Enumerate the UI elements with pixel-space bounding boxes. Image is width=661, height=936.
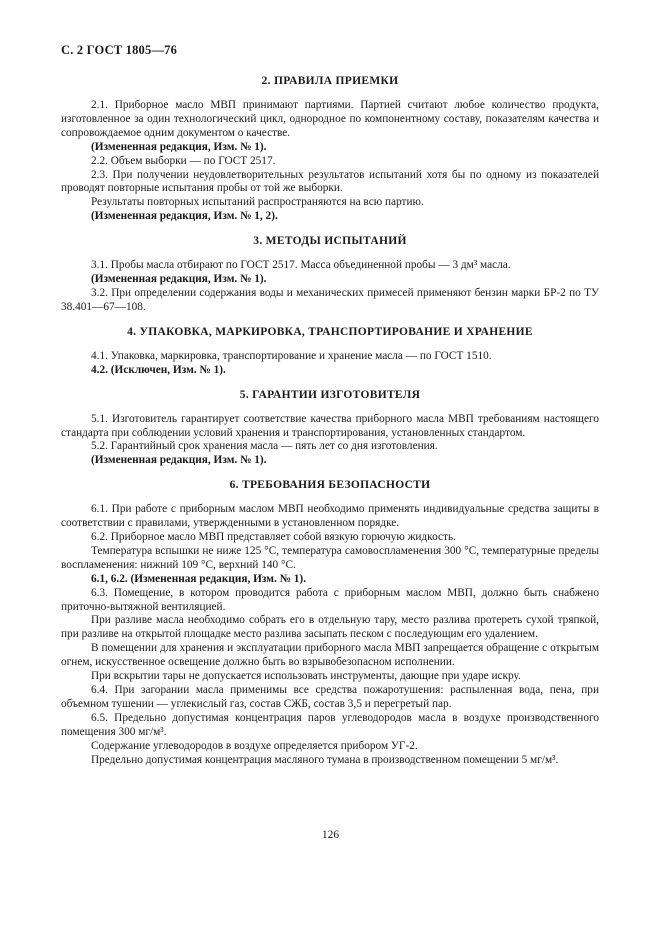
paragraph: 4.1. Упаковка, маркировка, транспортирование и хранение масла — по ГОСТ 1510.: [91, 349, 492, 362]
paragraph: 2.2. Объем выборки — по ГОСТ 2517.: [91, 154, 276, 167]
paragraph: 6.3. Помещение, в котором проводится работа с приборным маслом МВП, должно быть снабжено приточно-вытяжной вентиляцией.: [61, 586, 599, 613]
section-title-test-methods: 3. МЕТОДЫ ИСПЫТАНИЙ: [253, 235, 407, 248]
paragraph: 5.1. Изготовитель гарантирует соответствие качества приборного масла МВП требованиям настоящего стандарта при соблюдении условий хранения и транспортирования, установленных стандартом.: [61, 412, 599, 439]
paragraph: 3.1. Пробы масла отбирают по ГОСТ 2517. Масса объединенной пробы — 3 дм³ масла.: [91, 259, 511, 272]
amendment-note: (Измененная редакция, Изм. № 1, 2).: [91, 210, 278, 223]
amendment-note: 6.1, 6.2. (Измененная редакция, Изм. № 1).: [91, 572, 307, 585]
excluded-note: 4.2. (Исключен, Изм. № 1).: [91, 363, 226, 376]
paragraph: При разливе масла необходимо собрать его в отдельную тару, место разлива протереть сухой тряпкой, при разливе на открытой площадке место разлива засыпать песком с последующим его удалением.: [61, 614, 599, 641]
paragraph: 3.2. При определении содержания воды и механических примесей применяют бензин марки БР-2 по ТУ 38.401—67—108.: [61, 286, 599, 313]
paragraph: 6.5. Предельно допустимая концентрация паров углеводородов масла в воздухе производственного помещения 300 мг/м³.: [61, 711, 599, 738]
paragraph: Результаты повторных испытаний распространяются на всю партию.: [91, 196, 424, 209]
paragraph: В помещении для хранения и эксплуатации приборного масла МВП запрещается обращение с открытым огнем, искусственное освещение должно быть во взрывобезопасном исполнении.: [61, 642, 599, 669]
paragraph: Температура вспышки не ниже 125 °С, температура самовоспламенения 300 °С, температурные пределы воспламенения: нижний 109 °С, верхний 140 °С.: [61, 544, 599, 571]
section-title-safety: 6. ТРЕБОВАНИЯ БЕЗОПАСНОСТИ: [229, 479, 431, 492]
section-title-acceptance: 2. ПРАВИЛА ПРИЕМКИ: [261, 75, 399, 87]
paragraph: 2.1. Приборное масло МВП принимают партиями. Партией считают любое количество продукта, изготовленное за один технологический цикл, однородное по компонентному составу, показателям качества и сопровождаемое одним документом о качестве.: [61, 99, 599, 139]
amendment-note: (Измененная редакция, Изм. № 1).: [91, 273, 267, 286]
paragraph: Содержание углеводородов в воздухе определяется прибором УГ-2.: [91, 739, 418, 752]
paragraph: При вскрытии тары не допускается использовать инструменты, дающие при ударе искру.: [91, 670, 521, 683]
paragraph: 5.2. Гарантийный срок хранения масла — пять лет со дня изготовления.: [91, 440, 438, 453]
page-header: С. 2 ГОСТ 1805—76: [61, 43, 178, 57]
section-title-packaging: 4. УПАКОВКА, МАРКИРОВКА, ТРАНСПОРТИРОВАНИЕ И ХРАНЕНИЕ: [127, 325, 533, 338]
paragraph: 6.4. При загорании масла применимы все средства пожаротушения: распыленная вода, пена, при объемном тушении — углекислый газ, состав СЖБ, состав 3,5 и перегретый пар.: [61, 684, 599, 710]
amendment-note: (Измененная редакция, Изм. № 1).: [91, 454, 267, 467]
section-title-warranty: 5. ГАРАНТИИ ИЗГОТОВИТЕЛЯ: [239, 388, 421, 401]
paragraph: 2.3. При получении неудовлетворительных результатов испытаний хотя бы по одному из показателей проводят повторные испытания пробы от той же выборки.: [61, 168, 599, 195]
paragraph: Предельно допустимая концентрация масляного тумана в производственном помещении 5 мг/м³.: [91, 753, 559, 766]
paragraph: 6.1. При работе с приборным маслом МВП необходимо применять индивидуальные средства защиты в соответствии с правилами, утвержденными в установленном порядке.: [61, 503, 599, 530]
page-number: 126: [321, 829, 340, 841]
amendment-note: (Измененная редакция, Изм. № 1).: [91, 140, 267, 153]
paragraph: 6.2. Приборное масло МВП представляет собой вязкую горючую жидкость.: [91, 531, 456, 544]
document-body: [61, 75, 599, 767]
